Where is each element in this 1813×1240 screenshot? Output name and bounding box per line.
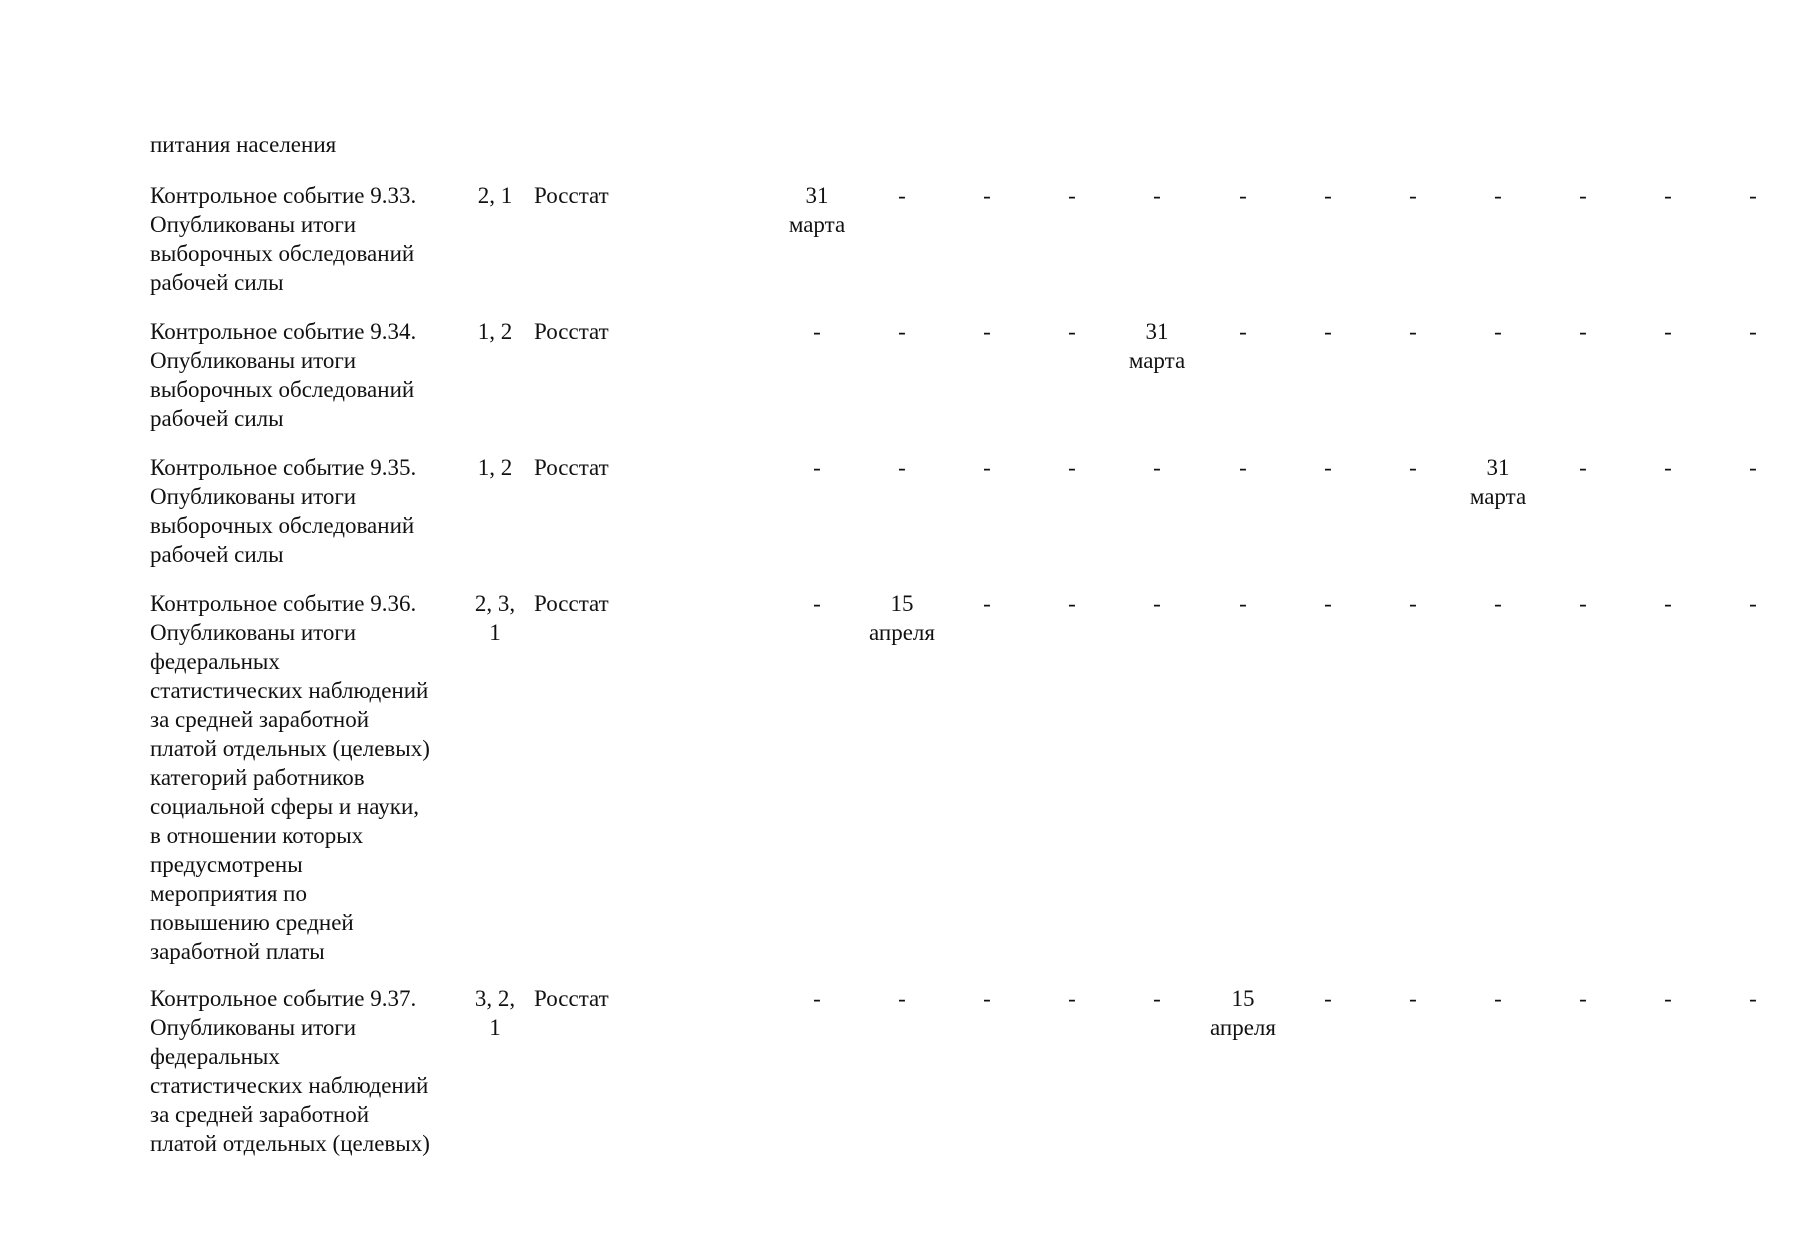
cell-text: 31: [1145, 319, 1169, 344]
cell-text: -: [1239, 183, 1247, 208]
executor: Росстат: [534, 455, 609, 480]
related-number-line: 2, 1: [477, 183, 513, 208]
cell-text: -: [1749, 986, 1757, 1011]
event-title: [150, 317, 416, 433]
executor: Росстат: [534, 591, 609, 616]
cell-text: -: [1579, 183, 1587, 208]
event-title-line: статистических наблюдений: [150, 678, 429, 703]
related-number-line: 1, 2: [477, 319, 513, 344]
empty-cell: [1693, 181, 1813, 210]
cell-text: -: [1068, 319, 1076, 344]
cell-text: марта: [1128, 348, 1186, 373]
cell-text: -: [1664, 591, 1672, 616]
event-title-line: предусмотрены: [150, 852, 303, 877]
related-number-line: 2, 3,: [474, 591, 516, 616]
event-title-line: рабочей силы: [150, 542, 284, 567]
event-title-line: Опубликованы итоги: [150, 348, 357, 373]
event-title: [150, 589, 430, 966]
event-title-line: Контрольное событие 9.37.: [150, 986, 417, 1011]
empty-cell: [1693, 984, 1813, 1013]
event-title-line: мероприятия по: [150, 881, 307, 906]
related-number-line: 1, 2: [477, 455, 513, 480]
cell-text: -: [1664, 455, 1672, 480]
cell-text: -: [1749, 455, 1757, 480]
cell-text: -: [983, 183, 991, 208]
cell-text: -: [898, 319, 906, 344]
cell-text: -: [1153, 986, 1161, 1011]
cell-text: -: [1409, 986, 1417, 1011]
cell-text: -: [1579, 591, 1587, 616]
event-title-line: Опубликованы итоги: [150, 620, 357, 645]
cell-text: -: [1494, 183, 1502, 208]
related-number-line: 3, 2,: [474, 986, 516, 1011]
event-title-line: выборочных обследований: [150, 241, 415, 266]
cell-text: -: [813, 455, 821, 480]
cell-text: -: [1664, 986, 1672, 1011]
cell-text: -: [1153, 591, 1161, 616]
event-title-line: выборочных обследований: [150, 377, 415, 402]
cell-text: -: [1749, 319, 1757, 344]
event-title-line: Контрольное событие 9.36.: [150, 591, 417, 616]
cell-text: -: [1409, 455, 1417, 480]
event-title-line: платой отдельных (целевых): [150, 1131, 430, 1156]
carryover-text: питания населения: [150, 132, 337, 157]
cell-text: -: [898, 455, 906, 480]
cell-text: -: [1494, 591, 1502, 616]
event-title-line: за средней заработной: [150, 1102, 370, 1127]
cell-text: -: [813, 986, 821, 1011]
executor: Росстат: [534, 183, 609, 208]
event-title-line: платой отдельных (целевых): [150, 736, 430, 761]
cell-text: -: [1409, 591, 1417, 616]
cell-text: -: [1239, 455, 1247, 480]
cell-text: -: [983, 591, 991, 616]
event-title-line: Опубликованы итоги: [150, 212, 357, 237]
cell-text: -: [983, 319, 991, 344]
cell-text: 31: [805, 183, 829, 208]
related-number-line: 1: [489, 1015, 501, 1040]
cell-text: -: [1494, 986, 1502, 1011]
cell-text: -: [1068, 986, 1076, 1011]
cell-text: -: [898, 183, 906, 208]
cell-text: -: [1324, 319, 1332, 344]
event-title-line: Опубликованы итоги: [150, 1015, 357, 1040]
cell-text: -: [1324, 455, 1332, 480]
cell-text: -: [1068, 183, 1076, 208]
event-title-line: в отношении которых: [150, 823, 364, 848]
cell-text: -: [1579, 986, 1587, 1011]
event-title-line: повышению средней: [150, 910, 354, 935]
empty-cell: [1693, 317, 1813, 346]
cell-text: -: [1749, 183, 1757, 208]
event-title-line: Контрольное событие 9.33.: [150, 183, 417, 208]
executor: Росстат: [534, 319, 609, 344]
cell-text: -: [1664, 183, 1672, 208]
event-title-line: Контрольное событие 9.35.: [150, 455, 417, 480]
empty-cell: [1693, 589, 1813, 618]
cell-text: 15: [890, 591, 914, 616]
event-title-line: социальной сферы и науки,: [150, 794, 420, 819]
related-numbers: [470, 181, 520, 210]
event-title-line: категорий работников: [150, 765, 365, 790]
cell-text: -: [1579, 455, 1587, 480]
event-title-line: выборочных обследований: [150, 513, 415, 538]
event-title: [150, 453, 416, 569]
related-numbers: [470, 453, 520, 482]
event-title: [150, 984, 430, 1158]
cell-text: -: [1153, 183, 1161, 208]
event-title-line: Контрольное событие 9.34.: [150, 319, 417, 344]
event-title: [150, 181, 416, 297]
cell-text: -: [1324, 591, 1332, 616]
cell-text: 31: [1486, 455, 1510, 480]
cell-text: -: [1409, 319, 1417, 344]
event-title-line: за средней заработной: [150, 707, 370, 732]
empty-cell: [1693, 453, 1813, 482]
cell-text: -: [983, 455, 991, 480]
cell-text: марта: [1469, 484, 1527, 509]
cell-text: -: [1409, 183, 1417, 208]
cell-text: апреля: [869, 620, 935, 645]
cell-text: -: [1324, 183, 1332, 208]
event-title-line: Опубликованы итоги: [150, 484, 357, 509]
event-title-line: федеральных: [150, 649, 280, 674]
cell-text: апреля: [1210, 1015, 1276, 1040]
related-numbers: [470, 317, 520, 346]
executor: Росстат: [534, 986, 609, 1011]
related-numbers: [470, 589, 520, 647]
cell-text: -: [898, 986, 906, 1011]
cell-text: -: [983, 986, 991, 1011]
cell-text: -: [813, 591, 821, 616]
cell-text: -: [813, 319, 821, 344]
event-title-line: заработной платы: [150, 939, 325, 964]
cell-text: -: [1749, 591, 1757, 616]
related-numbers: [470, 984, 520, 1042]
cell-text: -: [1324, 986, 1332, 1011]
cell-text: -: [1239, 319, 1247, 344]
event-title-line: федеральных: [150, 1044, 280, 1069]
event-title-line: рабочей силы: [150, 406, 284, 431]
event-title-line: статистических наблюдений: [150, 1073, 429, 1098]
cell-text: -: [1239, 591, 1247, 616]
cell-text: 15: [1231, 986, 1255, 1011]
event-title-line: рабочей силы: [150, 270, 284, 295]
cell-text: -: [1579, 319, 1587, 344]
cell-text: -: [1153, 455, 1161, 480]
cell-text: марта: [788, 212, 846, 237]
cell-text: -: [1664, 319, 1672, 344]
cell-text: -: [1494, 319, 1502, 344]
cell-text: -: [1068, 455, 1076, 480]
related-number-line: 1: [489, 620, 501, 645]
cell-text: -: [1068, 591, 1076, 616]
